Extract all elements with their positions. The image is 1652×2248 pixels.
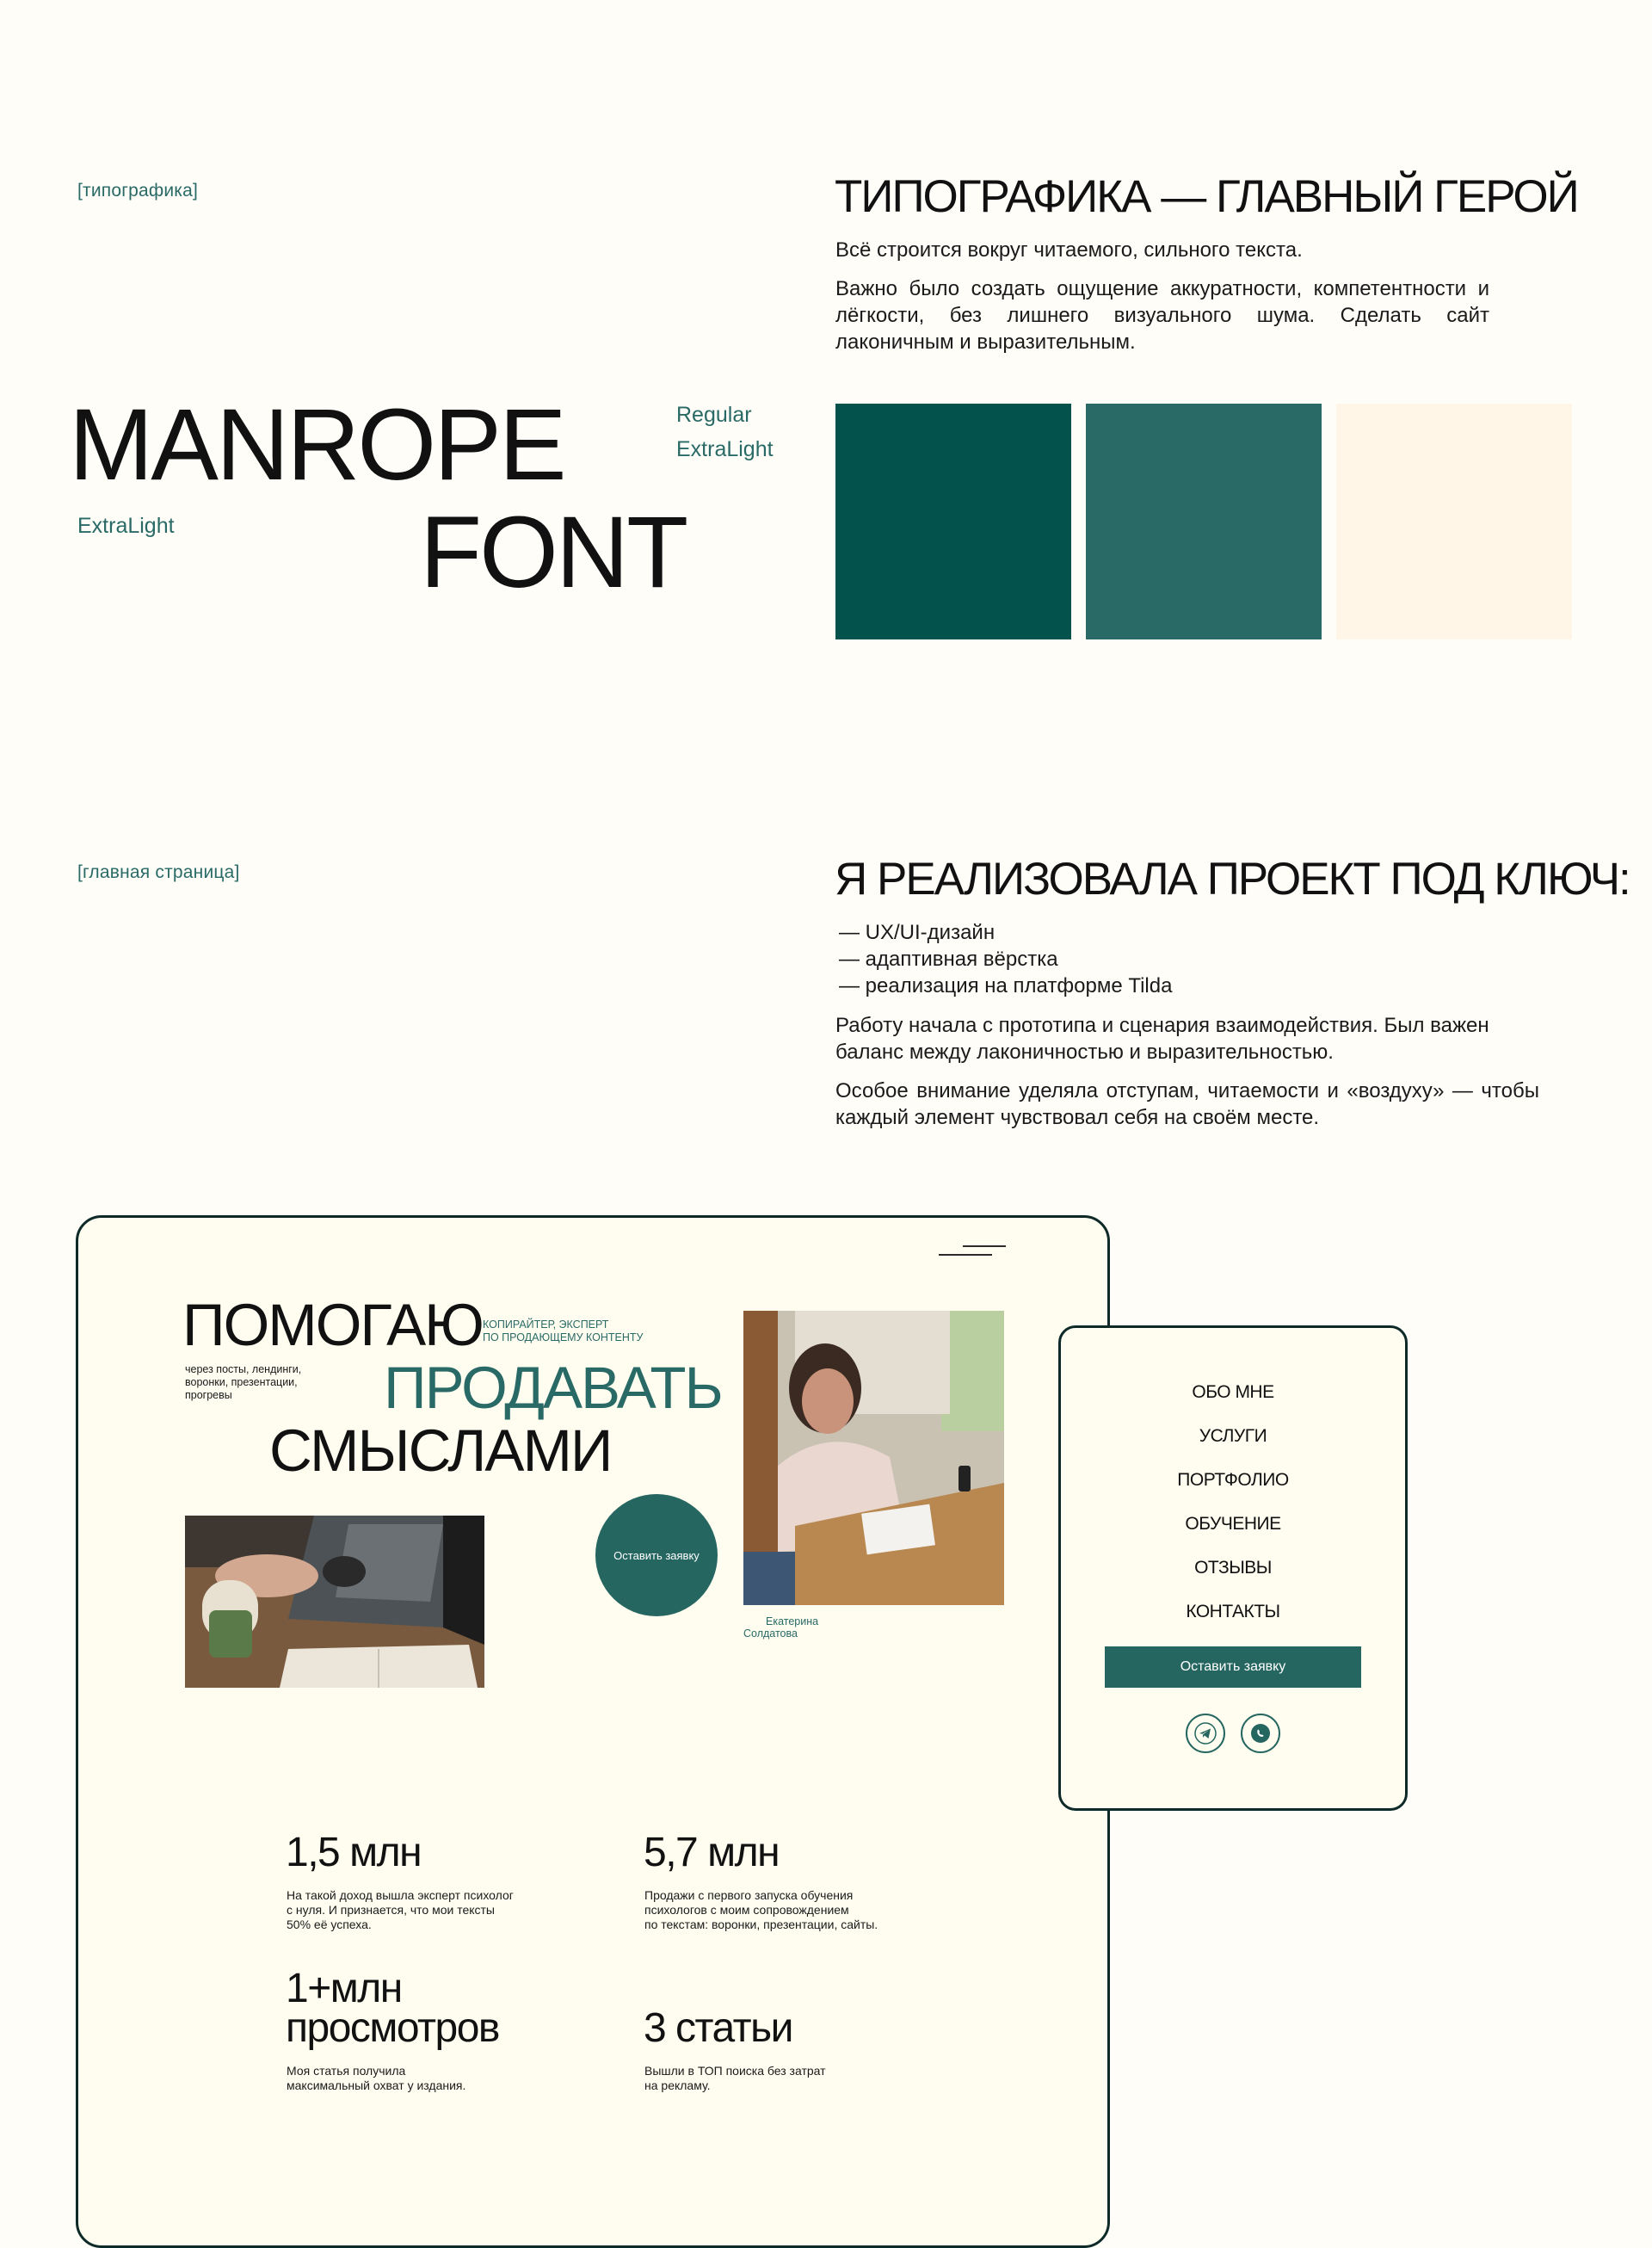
stat-value	[286, 1966, 499, 2051]
telegram-icon[interactable]	[1186, 1714, 1225, 1753]
mobile-menu-item-education[interactable]: ОБУЧЕНИЕ	[1185, 1514, 1281, 1534]
stat-description-line: Моя статья получила	[287, 2064, 406, 2078]
hero-cta-button[interactable]: Оставить заявку	[595, 1494, 718, 1616]
portrait-photo	[743, 1311, 1004, 1605]
laptop-photo	[185, 1516, 484, 1688]
typography-title: ТИПОГРАФИКА — ГЛАВНЫЙ ГЕРОЙ	[835, 171, 1578, 222]
stat-description-line: Продажи с первого запуска обучения	[644, 1888, 854, 1902]
mobile-cta-button[interactable]: Оставить заявку	[1105, 1646, 1361, 1688]
desktop-mockup	[76, 1215, 1110, 2248]
hero-subtitle-line: ПО ПРОДАЮЩЕМУ КОНТЕНТУ	[483, 1331, 644, 1343]
stat-value: 3 статьи	[644, 2005, 792, 2051]
scope-item: — реализация на платформе Tilda	[839, 974, 1173, 997]
stat-description-line: На такой доход вышла эксперт психолог	[287, 1888, 514, 1902]
hero-note-line: через посты, лендинги,	[185, 1363, 302, 1375]
weight-label-extralight: ExtraLight	[676, 437, 774, 461]
stat-description-line: психологов с моим сопровождением	[644, 1903, 849, 1917]
color-swatch-cream	[1336, 404, 1572, 639]
stat-description-line: на рекламу.	[644, 2078, 711, 2092]
font-name-font: FONT	[420, 496, 687, 609]
stat-value: 1,5 млн	[286, 1830, 422, 1875]
stat-description	[644, 1888, 878, 1932]
color-swatch-dark-teal	[835, 404, 1071, 639]
stat-value-line: просмотров	[286, 2005, 499, 2051]
typography-paragraph-1: Всё строится вокруг читаемого, сильного текста.	[835, 238, 1303, 262]
main-page-paragraph-2: Особое внимание уделяла отступам, читаемости и «воздуху» — чтобы каждый элемент чувствовал себя на своём месте.	[835, 1079, 1539, 1129]
stat-description-line: максимальный охват у издания.	[287, 2078, 466, 2092]
weight-label-regular: Regular	[676, 403, 752, 427]
menu-icon[interactable]	[939, 1245, 1008, 1261]
typography-paragraph-2: Важно было создать ощущение аккуратности, компетентности и лёгкости, без лишнего визуального шума. Сделать сайт лаконичным и выразительным.	[835, 277, 1489, 354]
hero-note-line: воронки, презентации,	[185, 1376, 298, 1388]
font-name-manrope: MANROPE	[69, 388, 564, 502]
portrait-caption-line: Екатерина	[766, 1615, 819, 1627]
stat-description-line: 50% её успеха.	[287, 1918, 372, 1931]
hero-line-2: ПРОДАВАТЬ	[384, 1355, 722, 1421]
hero-subtitle	[483, 1319, 643, 1344]
color-swatch-teal	[1086, 404, 1322, 639]
main-page-title: Я РЕАЛИЗОВАЛА ПРОЕКТ ПОД КЛЮЧ:	[835, 854, 1630, 905]
stat-description	[644, 2064, 826, 2093]
section-tag-typography: [типографика]	[77, 181, 199, 201]
weight-label-extralight-left: ExtraLight	[77, 514, 175, 538]
mobile-menu-item-services[interactable]: УСЛУГИ	[1199, 1426, 1267, 1446]
stat-description-line: с нуля. И признается, что мои тексты	[287, 1903, 495, 1917]
hero-subtitle-line: КОПИРАЙТЕР, ЭКСПЕРТ	[483, 1319, 609, 1331]
mobile-menu-item-about[interactable]: ОБО МНЕ	[1192, 1382, 1274, 1402]
hero-note-line: прогревы	[185, 1389, 232, 1401]
mobile-menu-item-reviews[interactable]: ОТЗЫВЫ	[1194, 1558, 1272, 1578]
mobile-menu-mockup	[1058, 1325, 1408, 1811]
main-page-paragraph-1: Работу начала с прототипа и сценария взаимодействия. Был важен баланс между лаконичностью и выразительностью.	[835, 1014, 1489, 1064]
section-tag-main-page: [главная страница]	[77, 862, 240, 882]
hero-line-1: ПОМОГАЮ	[182, 1292, 483, 1358]
stat-description	[287, 2064, 465, 2093]
stat-description-line: Вышли в ТОП поиска без затрат	[644, 2064, 826, 2078]
mobile-menu-item-portfolio[interactable]: ПОРТФОЛИО	[1177, 1470, 1289, 1490]
whatsapp-icon[interactable]	[1241, 1714, 1280, 1753]
scope-item: — UX/UI-дизайн	[839, 921, 996, 944]
mobile-menu-item-contacts[interactable]: КОНТАКТЫ	[1186, 1602, 1280, 1621]
stat-description-line: по текстам: воронки, презентации, сайты.	[644, 1918, 878, 1931]
hero-line-3: СМЫСЛАМИ	[269, 1417, 612, 1484]
scope-item: — адаптивная вёрстка	[839, 948, 1058, 971]
hero-note	[185, 1363, 301, 1402]
stat-value-line: 1+млн	[286, 1966, 402, 2011]
stat-value: 5,7 млн	[644, 1830, 780, 1875]
scope-list	[839, 919, 1172, 999]
portrait-caption	[743, 1615, 818, 1640]
stat-description	[287, 1888, 514, 1932]
portrait-caption-line: Солдатова	[743, 1627, 798, 1640]
